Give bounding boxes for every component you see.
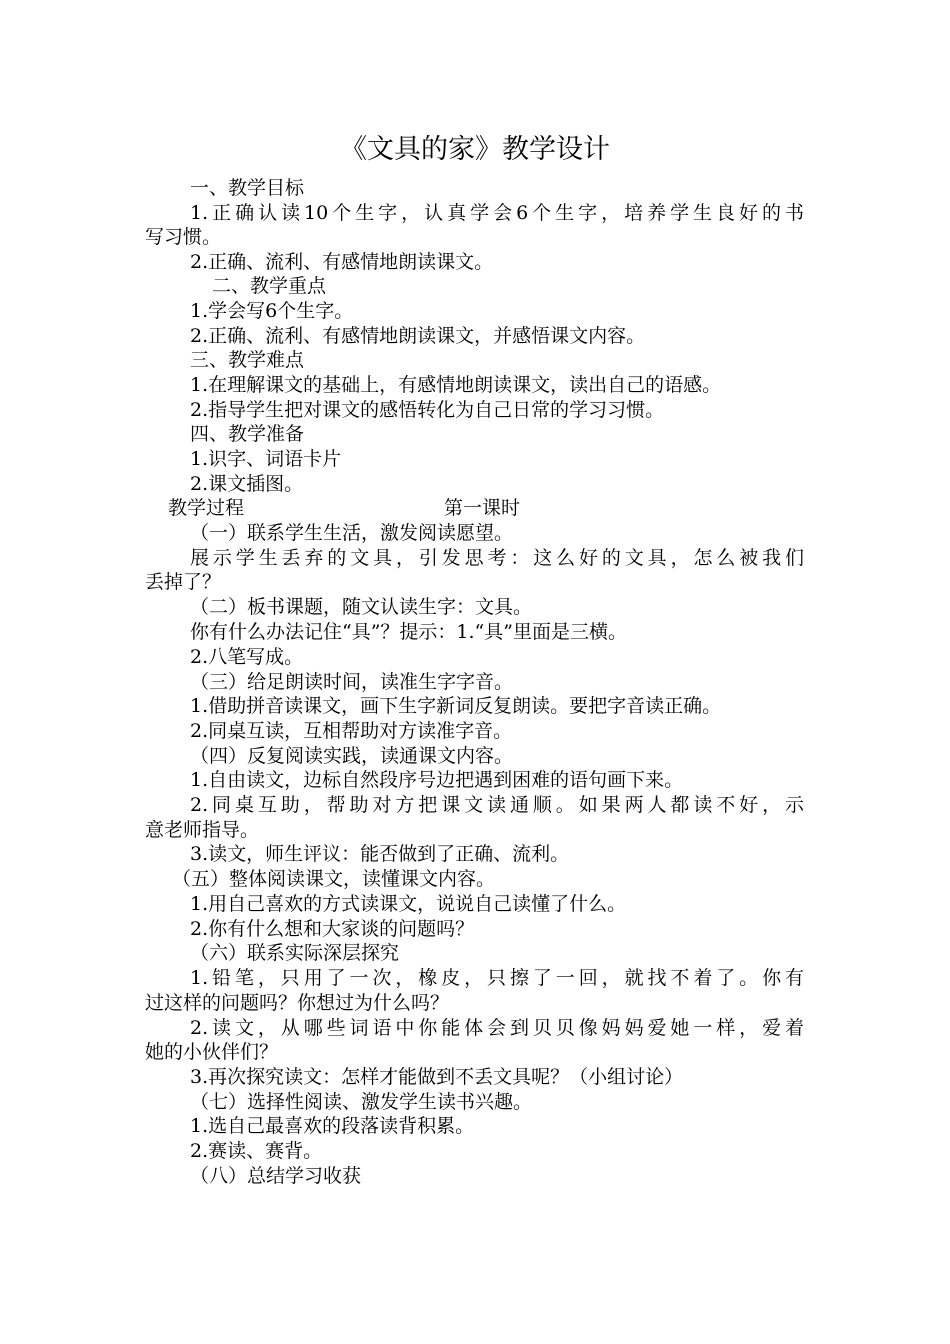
paragraph-line: 2.读文，从哪些词语中你能体会到贝贝像妈妈爱她一样，爱着: [190, 1017, 804, 1039]
paragraph-line: 2.八笔写成。: [190, 646, 304, 668]
subsection-heading: （四）反复阅读实践，读通课文内容。: [190, 745, 514, 767]
section-heading-difficulties: 三、教学难点: [190, 349, 305, 371]
paragraph-line: 丢掉了？: [145, 571, 222, 593]
section-heading-preparation: 四、教学准备: [190, 423, 305, 445]
subsection-heading: （七）选择性阅读、激发学生读书兴趣。: [190, 1091, 533, 1113]
subsection-heading: （八）总结学习收获: [190, 1165, 362, 1187]
paragraph-line: 1.在理解课文的基础上，有感情地朗读课文，读出自己的语感。: [190, 374, 722, 396]
paragraph-line: 1.学会写6个生字。: [190, 300, 354, 322]
paragraph-line: 2.你有什么想和大家谈的问题吗？: [190, 918, 475, 940]
paragraph-line: 3.再次探究读文：怎样才能做到不丢文具呢？（小组讨论）: [190, 1066, 684, 1088]
section-heading-process: 教学过程: [168, 497, 245, 519]
paragraph-line: 意老师指导。: [145, 819, 260, 841]
paragraph-line: 写习惯。: [145, 226, 222, 248]
paragraph-line: 1.借助拼音读课文，画下生字新词反复朗读。要把字音读正确。: [190, 695, 722, 717]
subsection-heading: （二）板书课题，随文认读生字：文具。: [190, 596, 533, 618]
paragraph-line: 1.正确认读10个生字，认真学会6个生字，培养学生良好的书: [190, 202, 804, 224]
paragraph-line: 1.选自己最喜欢的段落读背积累。: [190, 1115, 475, 1137]
section-heading-objectives: 一、教学目标: [190, 177, 305, 199]
subsection-heading: （三）给足朗读时间，读准生字字音。: [190, 671, 514, 693]
subsection-heading: （六）联系实际深层探究: [190, 942, 400, 964]
paragraph-line: 1.用自己喜欢的方式读课文，说说自己读懂了什么。: [190, 893, 627, 915]
subsection-heading: （一）联系学生生活，激发阅读愿望。: [190, 522, 514, 544]
paragraph-line: 3.读文，师生评议：能否做到了正确、流利。: [190, 843, 570, 865]
paragraph-line: 你有什么办法记住“具”？提示：1.“具”里面是三横。: [190, 621, 627, 643]
section-heading-key-points: 二、教学重点: [212, 275, 327, 297]
paragraph-line: 1.自由读文，边标自然段序号边把遇到困难的语句画下来。: [190, 769, 684, 791]
paragraph-line: 2.正确、流利、有感情地朗读课文，并感悟课文内容。: [190, 325, 646, 347]
document-title: 《文具的家》教学设计: [340, 134, 610, 165]
paragraph-line: 展示学生丢弃的文具，引发思考：这么好的文具，怎么被我们: [190, 547, 804, 569]
paragraph-line: 2.课文插图。: [190, 473, 304, 495]
paragraph-line: 2.赛读、赛背。: [190, 1140, 323, 1162]
paragraph-line: 她的小伙伴们？: [145, 1041, 279, 1063]
lesson-heading: 第一课时: [444, 497, 521, 519]
subsection-heading: （五）整体阅读课文，读懂课文内容。: [172, 868, 496, 890]
paragraph-line: 过这样的问题吗？你想过为什么吗？: [145, 992, 450, 1014]
paragraph-line: 2.指导学生把对课文的感悟转化为自己日常的学习习惯。: [190, 399, 665, 421]
paragraph-line: 2.同桌互读，互相帮助对方读准字音。: [190, 720, 513, 742]
paragraph-line: 2.正确、流利、有感情地朗读课文。: [190, 251, 494, 273]
paragraph-line: 2.同桌互助，帮助对方把课文读通顺。如果两人都读不好，示: [190, 794, 804, 816]
paragraph-line: 1.识字、词语卡片: [190, 448, 342, 470]
paragraph-line: 1.铅笔，只用了一次，橡皮，只擦了一回，就找不着了。你有: [190, 967, 804, 989]
